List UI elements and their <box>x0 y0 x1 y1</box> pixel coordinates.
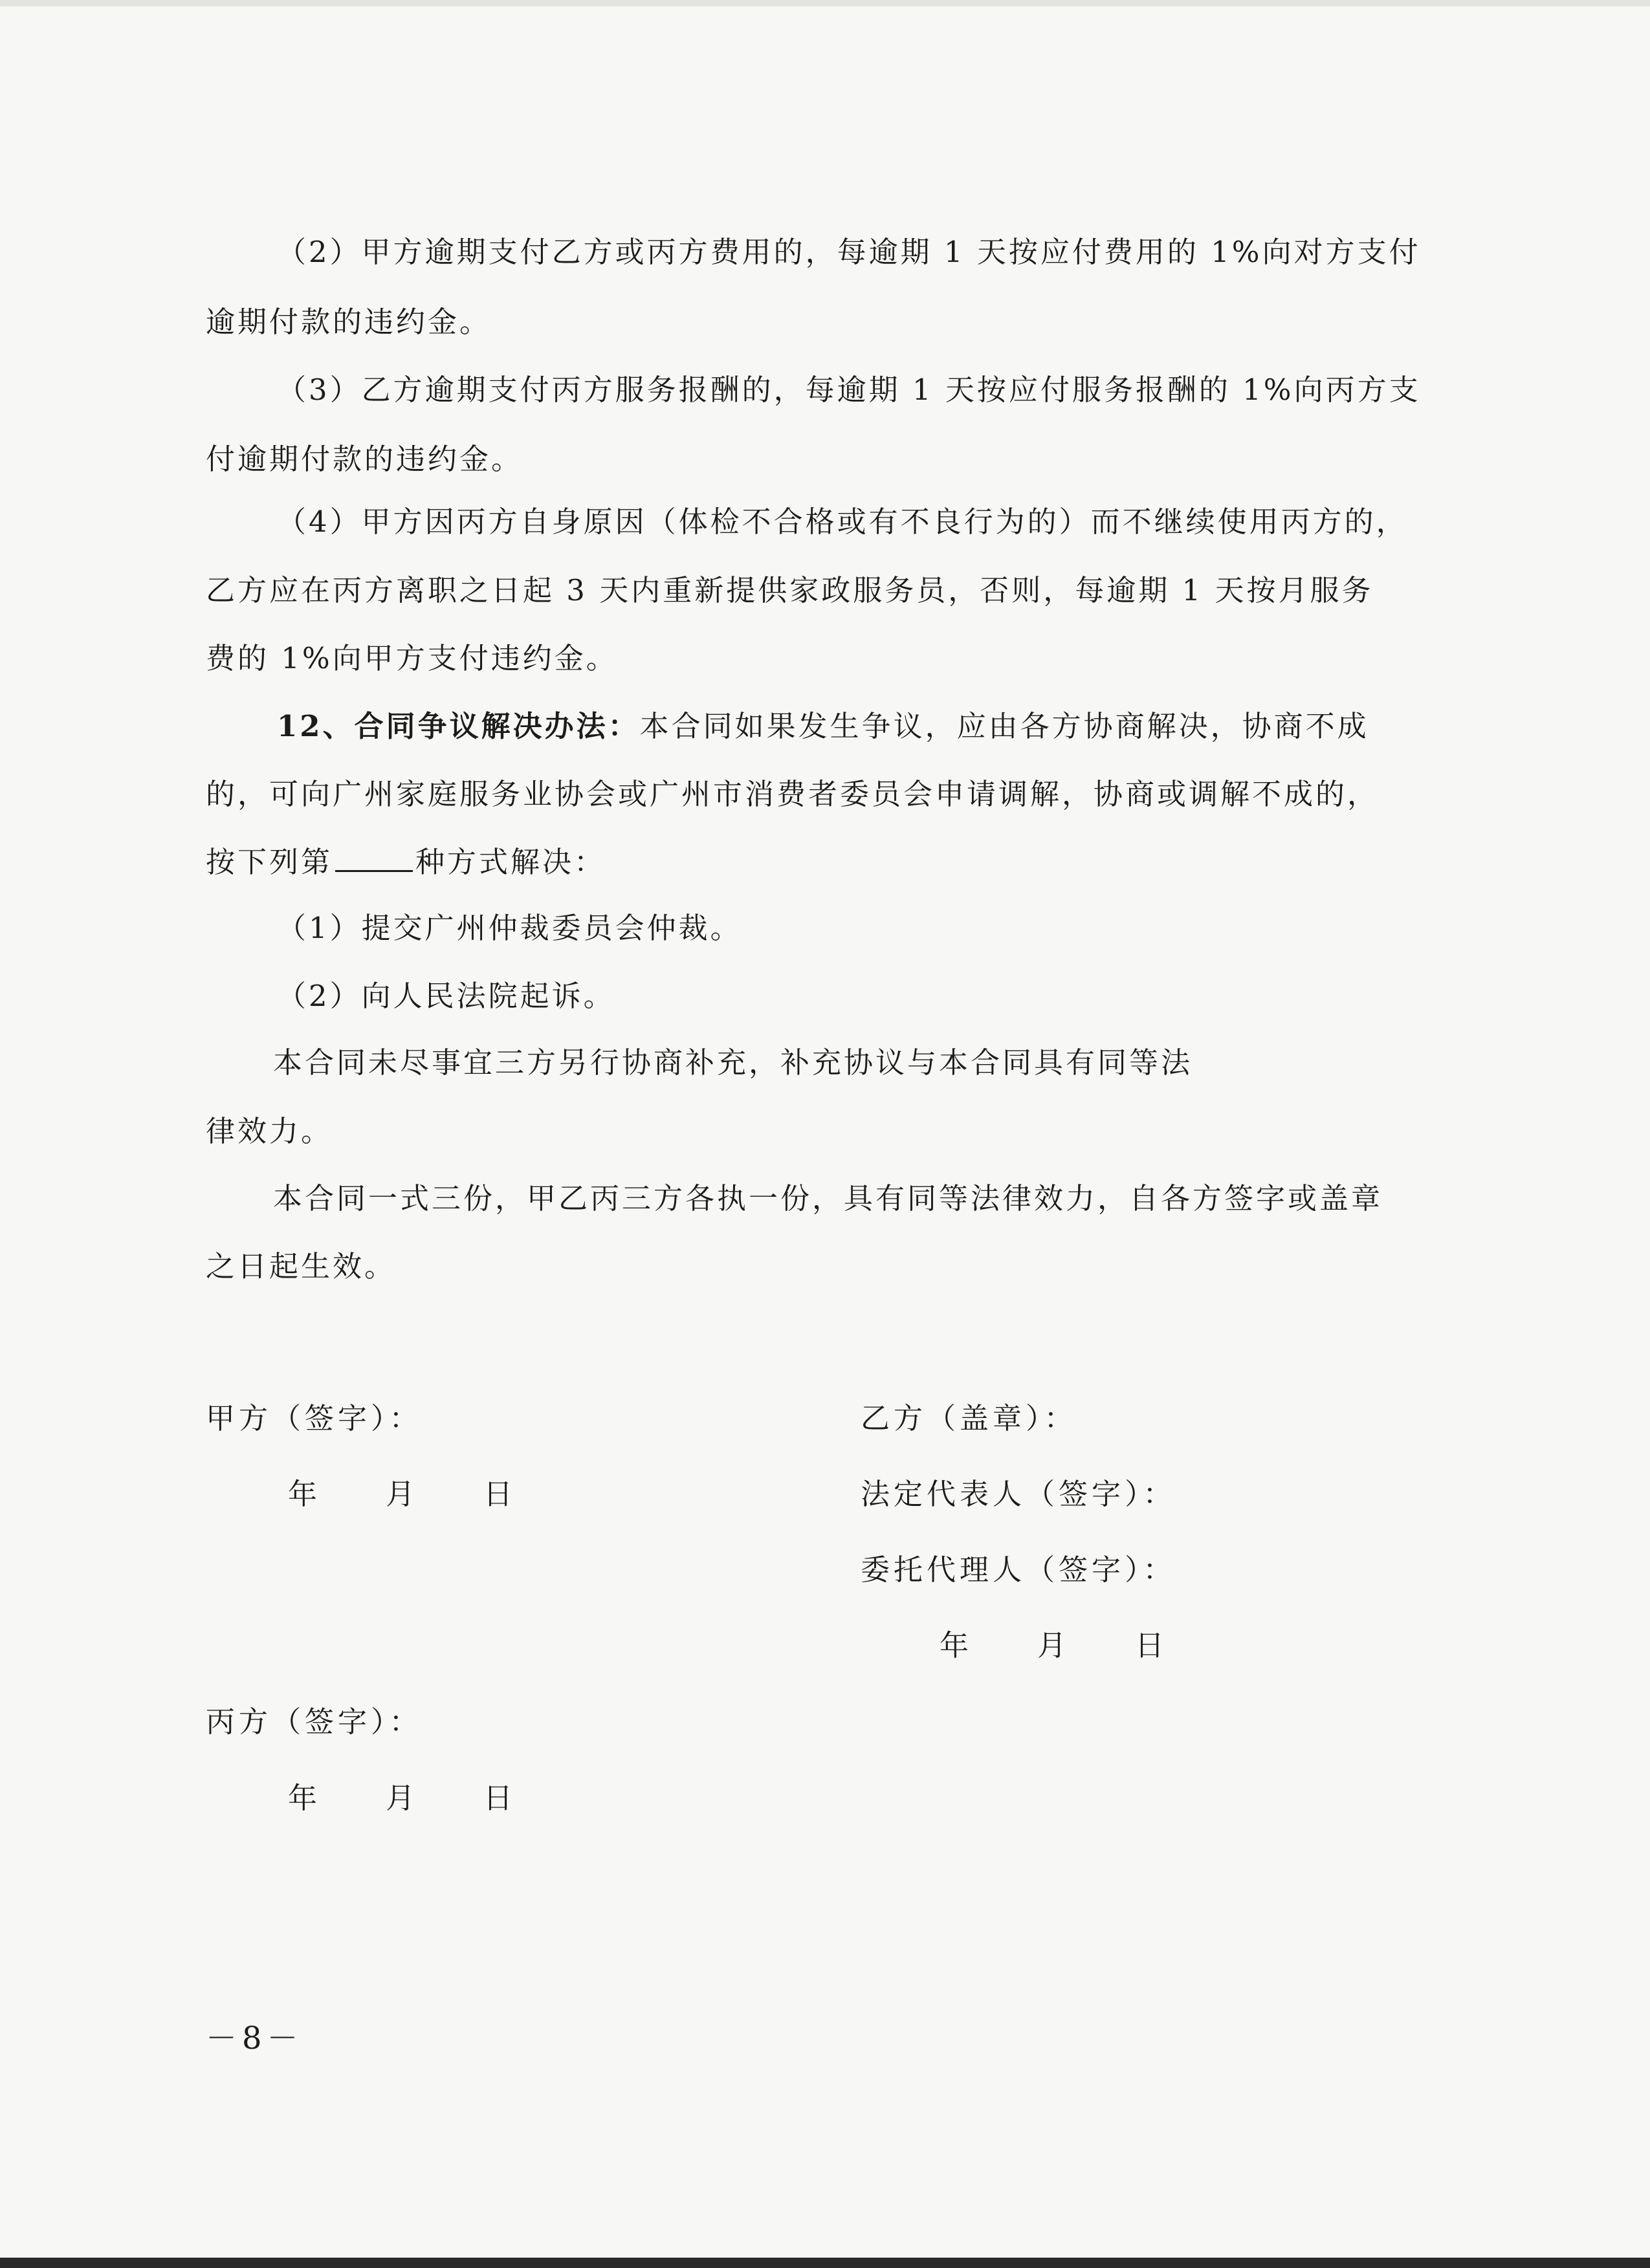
clause-12-line-1 <box>277 707 1369 746</box>
day-label: 日 <box>1135 1628 1169 1663</box>
scan-top-edge <box>0 0 1650 6</box>
clause-12-text: 本合同如果发生争议，应由各方协商解决，协商不成 <box>639 709 1369 743</box>
supplement-line-2: 律效力。 <box>206 1114 333 1148</box>
year-label: 年 <box>288 1477 322 1511</box>
clause-11-item-2-line-1: （2）甲方逾期支付乙方或丙方费用的，每逾期 1 天按应付费用的 1%向对方支付 <box>277 235 1421 269</box>
clause-11-item-4-line-1: （4）甲方因丙方自身原因（体检不合格或有不良行为的）而不继续使用丙方的， <box>277 505 1408 539</box>
option-court: （2）向人民法院起诉。 <box>277 979 615 1013</box>
clause-12-line-3 <box>206 843 606 882</box>
legal-rep-signature-label: 法定代表人（签字）： <box>861 1477 1176 1511</box>
party-a-date <box>288 1475 516 1514</box>
month-label: 月 <box>1037 1628 1071 1663</box>
day-label: 日 <box>483 1477 517 1511</box>
page-number: －8－ <box>206 2020 303 2056</box>
year-label: 年 <box>288 1781 322 1815</box>
option-arbitration: （1）提交广州仲裁委员会仲裁。 <box>277 911 742 945</box>
year-label: 年 <box>940 1628 973 1663</box>
copies-line-2: 之日起生效。 <box>206 1249 397 1283</box>
month-label: 月 <box>386 1781 419 1815</box>
supplement-line-1: 本合同未尽事宜三方另行协商补充，补充协议与本合同具有同等法 <box>273 1045 1193 1080</box>
party-b-seal-label: 乙方（盖章）： <box>861 1401 1077 1435</box>
clause-11-item-3-line-2: 付逾期付款的违约金。 <box>206 442 523 476</box>
clause-12-title: 12、合同争议解决办法： <box>277 709 640 743</box>
clause-11-item-2-line-2: 逾期付款的违约金。 <box>206 305 492 339</box>
clause-12-choice-suffix: 种方式解决： <box>415 845 606 879</box>
agent-signature-label: 委托代理人（签字）： <box>861 1553 1176 1587</box>
scan-bottom-edge <box>0 2258 1650 2268</box>
clause-12-choice-prefix: 按下列第 <box>206 845 333 879</box>
day-label: 日 <box>483 1781 517 1815</box>
clause-12-line-2: 的，可向广州家庭服务业协会或广州市消费者委员会申请调解，协商或调解不成的， <box>206 777 1380 811</box>
month-label: 月 <box>386 1477 419 1511</box>
party-b-date <box>940 1626 1168 1665</box>
clause-11-item-4-line-2: 乙方应在丙方离职之日起 3 天内重新提供家政服务员，否则，每逾期 1 天按月服务 <box>206 573 1374 607</box>
copies-line-1: 本合同一式三份，甲乙丙三方各执一份，具有同等法律效力，自各方签字或盖章 <box>273 1181 1383 1216</box>
choice-blank[interactable] <box>335 844 413 872</box>
party-c-date <box>288 1779 516 1818</box>
clause-11-item-4-line-3: 费的 1%向甲方支付违约金。 <box>206 641 618 675</box>
party-c-signature-label: 丙方（签字）： <box>206 1705 423 1739</box>
party-a-signature-label: 甲方（签字）： <box>206 1401 423 1435</box>
clause-11-item-3-line-1: （3）乙方逾期支付丙方服务报酬的，每逾期 1 天按应付服务报酬的 1%向丙方支 <box>277 373 1421 407</box>
